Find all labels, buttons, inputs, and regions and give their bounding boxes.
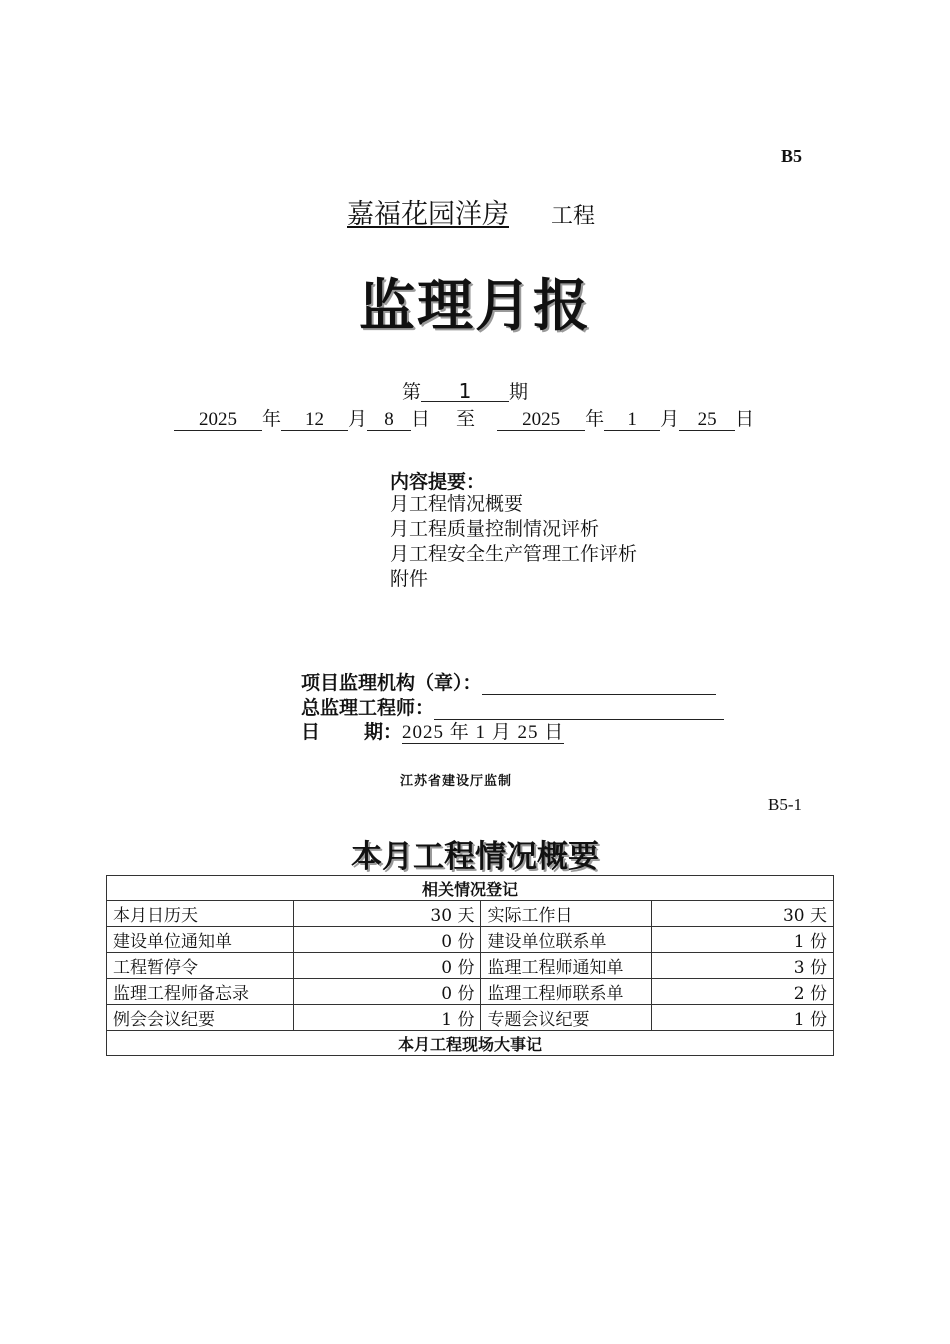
day-label: 日 xyxy=(411,408,431,430)
row-value: 0 份 xyxy=(293,979,481,1005)
end-year: 2025 xyxy=(497,410,585,431)
row-label: 专题会议纪要 xyxy=(481,1005,652,1031)
month-label: 月 xyxy=(348,408,368,430)
row-value: 1 份 xyxy=(652,927,834,953)
start-day: 8 xyxy=(367,410,411,431)
issue-suffix: 期 xyxy=(509,381,529,403)
row-label: 工程暂停令 xyxy=(107,953,294,979)
chief-label: 总监理工程师： xyxy=(301,697,435,719)
org-label: 项目监理机构（章）： xyxy=(301,672,482,694)
day-label: 日 xyxy=(735,408,755,430)
period-line xyxy=(174,404,754,431)
row-value: 30 天 xyxy=(652,901,834,927)
row-label: 实际工作日 xyxy=(481,901,652,927)
org-line xyxy=(301,668,716,695)
contents-item: 月工程情况概要 xyxy=(390,493,524,515)
month-label: 月 xyxy=(660,408,680,430)
row-label: 监理工程师备忘录 xyxy=(107,979,294,1005)
row-value: 3 份 xyxy=(652,953,834,979)
project-suffix: 工程 xyxy=(551,204,596,229)
end-day: 25 xyxy=(679,410,735,431)
issue-number: 1 xyxy=(421,381,509,402)
contents-list xyxy=(390,492,637,592)
issuer: 江苏省建设厅监制 xyxy=(400,774,513,789)
date-label: 日 xyxy=(301,721,321,743)
table-row xyxy=(107,979,834,1005)
issue-prefix: 第 xyxy=(402,381,422,403)
date-value: 2025 年 1 月 25 日 xyxy=(402,722,565,743)
row-label: 建设单位通知单 xyxy=(107,927,294,953)
date-line xyxy=(301,717,564,744)
table-row xyxy=(107,876,834,901)
chief-line xyxy=(301,693,724,720)
year-label: 年 xyxy=(585,408,605,430)
summary-table xyxy=(106,875,834,1056)
contents-item: 月工程质量控制情况评析 xyxy=(390,518,600,540)
row-value: 2 份 xyxy=(652,979,834,1005)
row-label: 建设单位联系单 xyxy=(481,927,652,953)
table-row xyxy=(107,953,834,979)
row-label: 本月日历天 xyxy=(107,901,294,927)
row-label: 监理工程师联系单 xyxy=(481,979,652,1005)
row-value: 30 天 xyxy=(293,901,481,927)
row-value: 0 份 xyxy=(293,953,481,979)
table-row xyxy=(107,927,834,953)
row-value: 0 份 xyxy=(293,927,481,953)
table-row xyxy=(107,901,834,927)
row-label: 例会会议纪要 xyxy=(107,1005,294,1031)
summary-form-code: B5-1 xyxy=(768,795,802,814)
contents-heading: 内容提要： xyxy=(390,471,486,493)
end-month: 1 xyxy=(604,410,660,431)
row-value: 1 份 xyxy=(293,1005,481,1031)
start-year: 2025 xyxy=(174,410,262,431)
summary-title: 本月工程情况概要 xyxy=(351,839,599,875)
issue-line xyxy=(402,377,528,404)
row-value: 1 份 xyxy=(652,1005,834,1031)
table-row xyxy=(107,1031,834,1056)
form-code: B5 xyxy=(781,146,803,166)
report-title: 监理月报 xyxy=(359,274,591,339)
row-label: 监理工程师通知单 xyxy=(481,953,652,979)
date-label: 期： xyxy=(364,721,403,743)
section-header: 相关情况登记 xyxy=(107,876,834,901)
to-label: 至 xyxy=(456,408,476,430)
year-label: 年 xyxy=(262,408,282,430)
contents-item: 月工程安全生产管理工作评析 xyxy=(390,543,638,565)
project-name: 嘉福花园洋房 xyxy=(347,199,509,230)
start-month: 12 xyxy=(281,410,348,431)
table-row xyxy=(107,1005,834,1031)
contents-item: 附件 xyxy=(390,568,429,590)
events-header: 本月工程现场大事记 xyxy=(107,1031,834,1056)
project-line xyxy=(305,192,595,231)
